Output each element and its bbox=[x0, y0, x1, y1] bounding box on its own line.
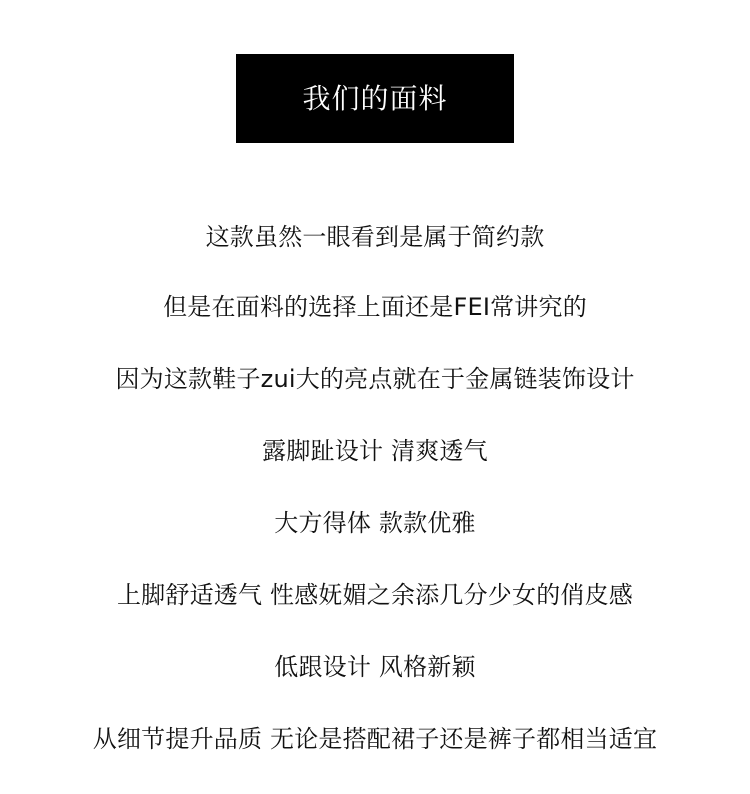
description-line: 低跟设计 风格新颖 bbox=[274, 653, 476, 681]
description-line: 上脚舒适透气 性感妩媚之余添几分少女的俏皮感 bbox=[116, 581, 634, 609]
section-title: 我们的面料 bbox=[302, 81, 448, 115]
description-line: 大方得体 款款优雅 bbox=[274, 509, 476, 537]
description-line: 露脚趾设计 清爽透气 bbox=[262, 437, 488, 465]
description-line: 但是在面料的选择上面还是FEI常讲究的 bbox=[163, 293, 587, 321]
description-line: 因为这款鞋子zui大的亮点就在于金属链装饰设计 bbox=[115, 365, 635, 393]
description-line: 这款虽然一眼看到是属于简约款 bbox=[205, 223, 545, 251]
description-line: 从细节提升品质 无论是搭配裙子还是裤子都相当适宜 bbox=[92, 725, 658, 753]
